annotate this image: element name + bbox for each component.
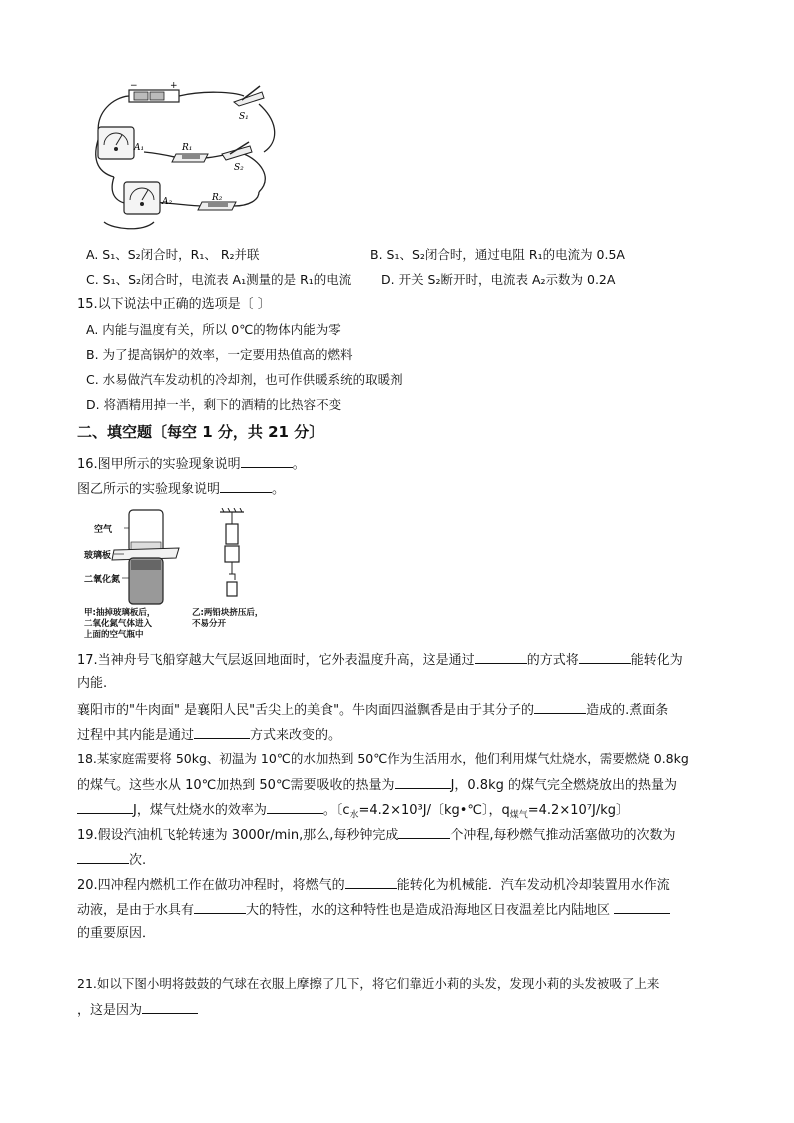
q17-line2: 内能. <box>77 676 108 691</box>
ammeter-a1 <box>98 127 134 159</box>
q18-blank-2[interactable] <box>77 800 133 814</box>
q17-blank-2[interactable] <box>579 650 631 664</box>
q18-blank-3[interactable] <box>267 800 323 814</box>
q19-blank-2[interactable] <box>77 850 129 864</box>
s1-label: S₁ <box>239 112 249 122</box>
resistor-r2 <box>198 202 236 210</box>
q15-option-b: B. 为了提高锅炉的效率，一定要用热值高的燃料 <box>86 347 353 362</box>
caption-jia-3: 上面的空气瓶中 <box>84 630 144 640</box>
q21-line1: 21.如以下图小明将鼓鼓的气球在衣服上摩擦了几下，将它们靠近小莉的头发，发现小莉的头发被吸了上来 <box>77 976 660 991</box>
q18-line3: J，煤气灶烧水的效率为 。〔$c_水=4.2\times 10^3J/$〔kg•℃〕，$q_{煤气}=4.2\times 10^7J/kg$〕 <box>77 800 629 825</box>
q20-line1: 20.四冲程内燃机工作在做功冲程时，将燃气的 能转化为机械能．汽车发动机冷却装置用水作流 <box>77 875 670 895</box>
q21-blank-1[interactable] <box>142 1000 198 1014</box>
q17-blank-1[interactable] <box>475 650 527 664</box>
caption-jia-2: 二氧化氮气体进入 <box>84 619 153 629</box>
section-title: 二、填空题〔每空 1 分，共 21 分〕 <box>77 423 325 441</box>
caption-jia-1: 甲:抽掉玻璃板后， <box>84 608 156 618</box>
q14-option-d: D. 开关 S₂断开时，电流表 A₂示数为 0.2A <box>381 272 616 287</box>
q17-blank-4[interactable] <box>194 725 250 739</box>
q14-option-b: B. S₁、S₂闭合时，通过电阻 R₁的电流为 0.5A <box>370 247 625 262</box>
q15-option-c: C. 水易做汽车发动机的冷却剂，也可作供暖系统的取暖剂 <box>86 372 403 387</box>
q17-line3: 襄阳市的"牛肉面" 是襄阳人民"舌尖上的美食"。牛肉面四溢飘香是由于其分子的 造成的.煮面条 <box>77 700 668 720</box>
q14-option-c: C. S₁、S₂闭合时，电流表 A₁测量的是 R₁的电流 <box>86 272 352 287</box>
q20-blank-3[interactable] <box>614 900 670 914</box>
label-air: 空气 <box>94 525 113 535</box>
ammeter-a2 <box>124 182 160 214</box>
q16-blank-1[interactable] <box>241 454 293 468</box>
q18-blank-1[interactable] <box>395 775 451 789</box>
caption-yi-2: 不易分开 <box>192 619 227 629</box>
q17-line4: 过程中其内能是通过 方式来改变的。 <box>77 725 341 745</box>
battery-minus-label: − <box>130 82 138 91</box>
figure-jia <box>84 508 184 648</box>
q20-blank-2[interactable] <box>194 900 246 914</box>
a1-label: A₁ <box>134 143 145 153</box>
q16-line2: 图乙所示的实验现象说明 。 <box>77 479 285 499</box>
circuit-diagram <box>84 82 284 237</box>
q17-blank-3[interactable] <box>534 700 586 714</box>
q16-line1: 16.图甲所示的实验现象说明 。 <box>77 454 306 474</box>
battery <box>129 90 179 102</box>
switch-s1 <box>234 86 264 106</box>
q18-line2: 的煤气。这些水从 10℃加热到 50℃需要吸收的热量为 J，0.8kg 的煤气完全燃烧放出的热量为 <box>77 775 677 795</box>
q20-blank-1[interactable] <box>345 875 397 889</box>
lead-blocks-diagram <box>192 508 282 608</box>
q19-line1: 19.假设汽油机飞轮转速为 3000r/min,那么,每秒钟完成 个冲程,每秒燃气推动活塞做功的次数为 <box>77 825 676 845</box>
q18-line1: 18.某家庭需要将 50kg、初温为 10℃的水加热到 50℃作为生活用水，他们利用煤气灶烧水，需要燃烧 0.8kg <box>77 751 689 766</box>
circuit-figure <box>84 82 284 237</box>
q17-line1: 17.当神舟号飞船穿越大气层返回地面时，它外表温度升高，这是通过 的方式将 能转化为 <box>77 650 683 670</box>
q19-line2: 次. <box>77 850 146 870</box>
battery-plus-label: + <box>170 82 178 91</box>
q15-stem: 15.以下说法中正确的选项是〔 〕 <box>77 297 271 312</box>
r1-label: R₁ <box>182 143 193 153</box>
q15-option-d: D. 将酒精用掉一半，剩下的酒精的比热容不变 <box>86 397 342 412</box>
q16-blank-2[interactable] <box>220 479 272 493</box>
switch-s2 <box>222 142 252 160</box>
q20-line3: 的重要原因． <box>77 926 156 941</box>
label-glass: 玻璃板 <box>84 551 112 561</box>
label-no2: 二氧化氮 <box>84 575 121 585</box>
s2-label: S₂ <box>234 163 244 173</box>
q15-option-a: A. 内能与温度有关，所以 0℃的物体内能为零 <box>86 322 341 337</box>
caption-yi-1: 乙:两铅块挤压后， <box>192 608 264 618</box>
q19-blank-1[interactable] <box>398 825 450 839</box>
q14-option-a: A. S₁、S₂闭合时，R₁、 R₂并联 <box>86 247 260 262</box>
q21-line2: ，这是因为 <box>77 1000 198 1020</box>
resistor-r1 <box>172 154 208 162</box>
figure-yi <box>192 508 282 638</box>
a2-label: A₂ <box>162 197 173 207</box>
r2-label: R₂ <box>212 193 223 203</box>
q20-line2: 动液，是由于水具有 大的特性，水的这种特性也是造成沿海地区日夜温差比内陆地区 <box>77 900 670 920</box>
